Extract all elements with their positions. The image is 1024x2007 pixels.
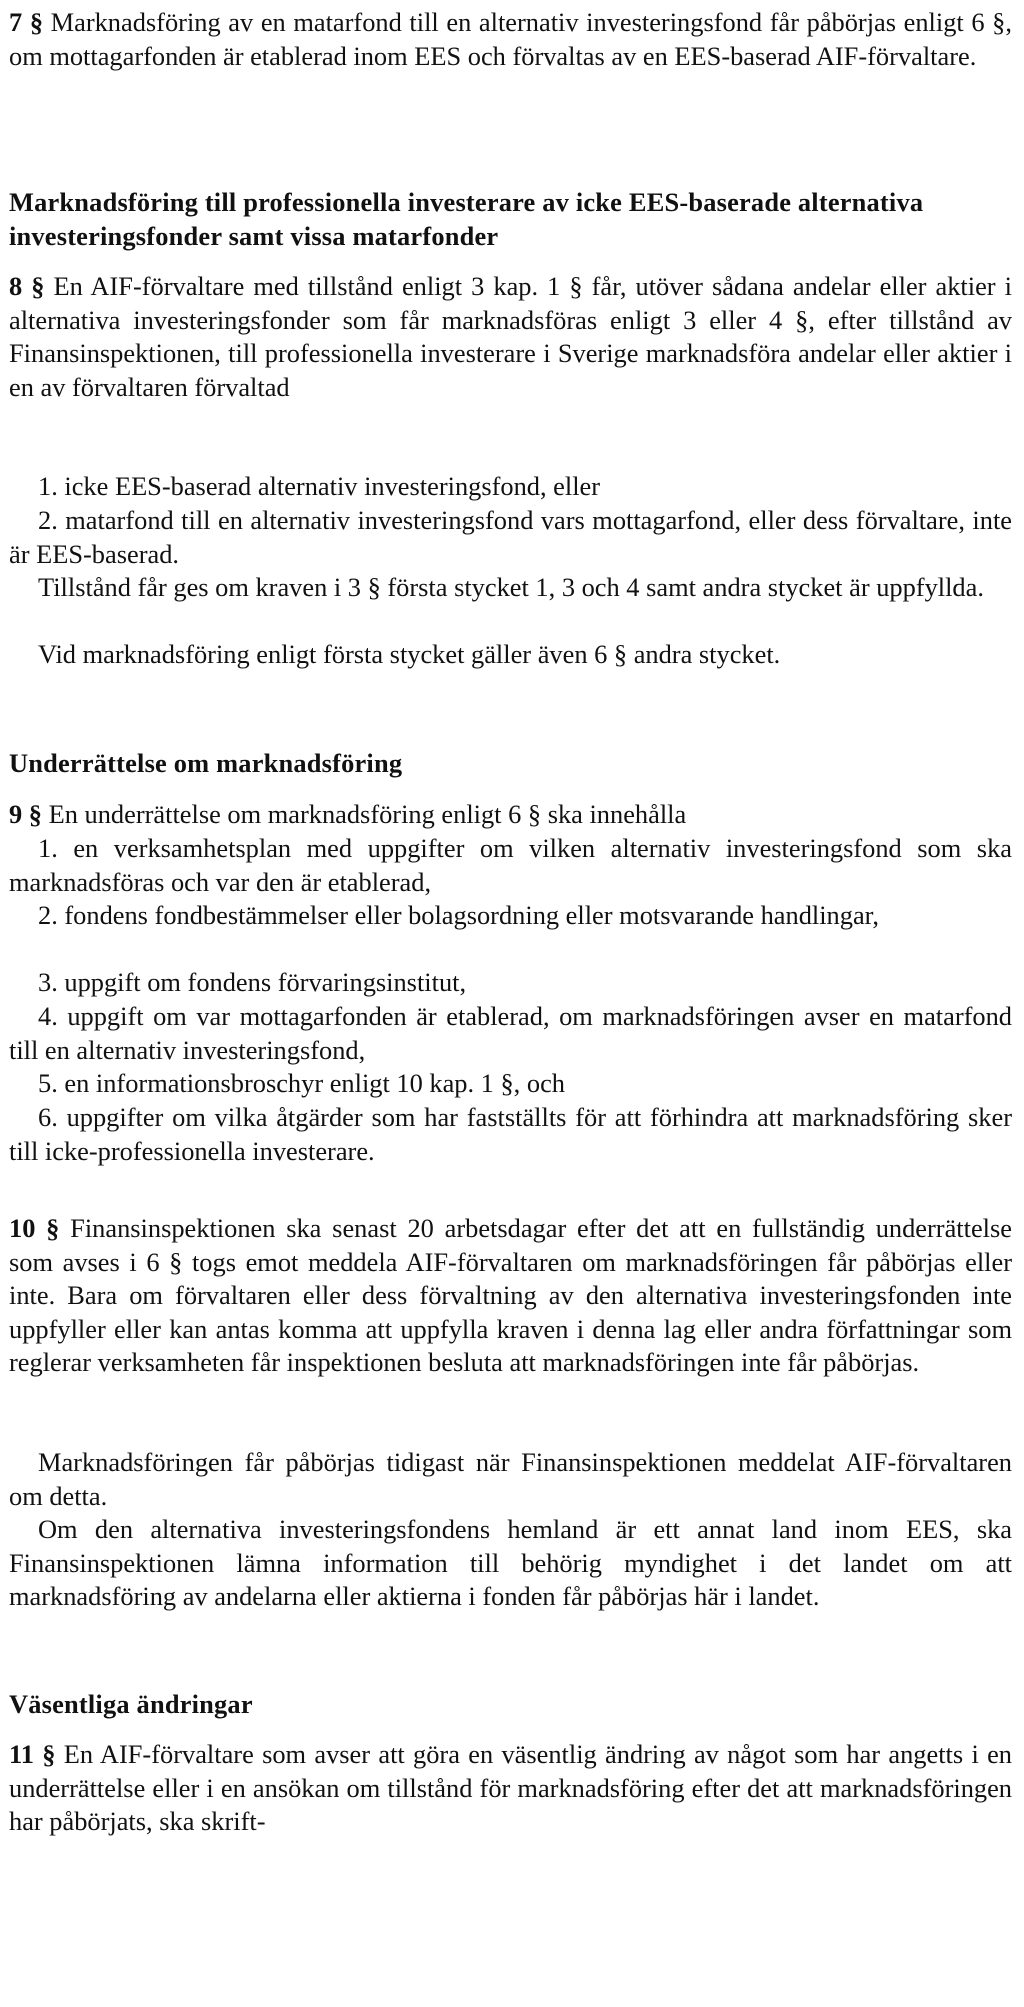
paragraph-9-text: En underrättelse om marknadsföring enligt 6 § ska innehålla xyxy=(48,799,687,829)
section-number-8: 8 § xyxy=(9,271,45,301)
paragraph-8-text: En AIF-förvaltare med tillstånd enligt 3 kap. 1 § får, utöver sådana andelar eller aktier i alternativa investeringsfonder som får marknadsföras enligt 3 eller 4 §, efter tillstånd av Finansinspektionen, till professionella investerare i Sverige marknadsföra andelar eller aktier i en av förvaltaren förvaltad xyxy=(9,271,1012,402)
paragraph-9-item-4: 4. uppgift om var mottagarfonden är etablerad, om marknadsföringen avser en matarfond till en alternativ investeringsfond, xyxy=(9,1001,1012,1065)
paragraph-9-item-1: 1. en verksamhetsplan med uppgifter om vilken alternativ investeringsfond som ska marknadsföras och var den är etablerad, xyxy=(9,833,1012,897)
paragraph-11-text: En AIF-förvaltare som avser att göra en väsentlig ändring av något som har angetts i en underrättelse eller i en ansökan om tillstånd för marknadsföring efter det att marknadsföringen har påbörjats, ska skrift- xyxy=(9,1739,1012,1836)
heading-marknadsforing-professionella: Marknadsföring till professionella investerare av icke EES-baserade alternativa investeringsfonder samt vissa matarfonder xyxy=(9,187,924,251)
section-number-7: 7 § xyxy=(9,7,44,37)
heading-underrattelse: Underrättelse om marknadsföring xyxy=(9,748,403,778)
paragraph-8-p2: Tillstånd får ges om kraven i 3 § första stycket 1, 3 och 4 samt andra stycket är uppfyllda. xyxy=(38,572,984,602)
section-number-11: 11 § xyxy=(9,1739,56,1769)
paragraph-8-item-1: 1. icke EES-baserad alternativ investeringsfond, eller xyxy=(38,471,601,501)
paragraph-8-p3: Vid marknadsföring enligt första stycket gäller även 6 § andra stycket. xyxy=(38,639,781,669)
paragraph-9 xyxy=(9,798,1012,832)
paragraph-10-p2: Marknadsföringen får påbörjas tidigast när Finansinspektionen meddelat AIF-förvaltaren om detta. xyxy=(9,1447,1012,1511)
paragraph-8 xyxy=(9,270,1012,404)
paragraph-10-text: Finansinspektionen ska senast 20 arbetsdagar efter det att en fullständig underrättelse som avses i 6 § togs emot meddela AIF-förvaltaren om marknadsföringen får påbörjas eller inte. Bara om förvaltaren eller dess förvaltning av den alternativa investeringsfonden inte uppfyller eller kan antas komma att uppfylla kraven i denna lag eller andra författningar som reglerar verksamheten får inspektionen besluta att marknadsföringen inte får påbörjas. xyxy=(9,1213,1012,1377)
paragraph-10 xyxy=(9,1212,1012,1380)
paragraph-9-item-2: 2. fondens fondbestämmelser eller bolagsordning eller motsvarande handlingar, xyxy=(38,900,879,930)
paragraph-10-p3: Om den alternativa investeringsfondens hemland är ett annat land inom EES, ska Finansinspektionen lämna information till behörig myndighet i det landet om att marknadsföring av andelarna eller aktierna i fonden får påbörjas här i landet. xyxy=(9,1514,1012,1611)
section-number-10: 10 § xyxy=(9,1213,60,1243)
paragraph-7 xyxy=(9,6,1012,73)
paragraph-7-text: Marknadsföring av en matarfond till en alternativ investeringsfond får påbörjas enligt 6 §, om mottagarfonden är etablerad inom EES och förvaltas av en EES-baserad AIF-förvaltare. xyxy=(9,7,1012,71)
heading-vasentliga-andringar: Väsentliga ändringar xyxy=(9,1689,253,1719)
paragraph-9-item-3: 3. uppgift om fondens förvaringsinstitut, xyxy=(38,967,467,997)
paragraph-8-item-2: 2. matarfond till en alternativ investeringsfond vars mottagarfond, eller dess förvaltare, inte är EES-baserad. xyxy=(9,505,1012,569)
section-number-9: 9 § xyxy=(9,799,42,829)
paragraph-9-item-6: 6. uppgifter om vilka åtgärder som har fastställts för att förhindra att marknadsföring sker till icke-professionella investerare. xyxy=(9,1102,1012,1166)
paragraph-11 xyxy=(9,1738,1012,1839)
paragraph-9-item-5: 5. en informationsbroschyr enligt 10 kap. 1 §, och xyxy=(38,1068,565,1098)
